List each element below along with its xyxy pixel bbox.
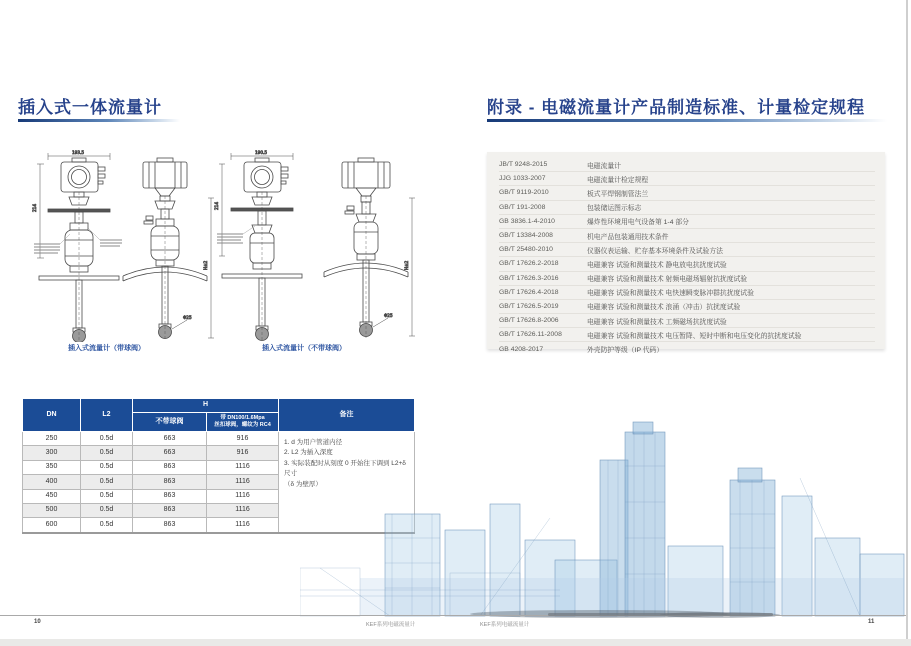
standard-row (499, 229, 875, 243)
standard-row (499, 328, 875, 342)
standard-code: GB/T 13384-2008 (499, 232, 553, 240)
table-row: 500 0.5d 863 1116 (23, 503, 415, 517)
standard-code: GB 3836.1-4-2010 (499, 217, 555, 225)
standard-row (499, 158, 875, 172)
standard-row (499, 243, 875, 257)
standard-name: 仪器仪表运输、贮存基本环境条件及试验方法 (587, 247, 723, 255)
standard-name: 电磁兼容 试验和测量技术 射频电磁场辐射抗扰度试验 (587, 276, 748, 284)
note-line: 3. 实际装配时从刻度 0 开始往下调到 L2+δ 尺寸 (284, 459, 406, 478)
standard-name: 电磁兼容 试验和测量技术 工频磁场抗扰度试验 (587, 318, 727, 326)
standard-code: JJG 1033-2007 (499, 175, 546, 183)
footer-rule-shadow (548, 613, 773, 616)
standard-name: 电磁兼容 试验和测量技术 电压暂降、短时中断和电压变化的抗扰度试验 (587, 332, 802, 340)
table-row: 400 0.5d 863 1116 (23, 475, 415, 489)
svg-text:Φ25: Φ25 (384, 313, 393, 318)
standards-panel (487, 152, 885, 355)
standard-name: 电磁流量计检定规程 (587, 176, 649, 184)
standard-name: 板式平焊钢制管法兰 (587, 190, 649, 198)
table-row: 450 0.5d 863 1116 (23, 489, 415, 503)
figure-front-with-valve (32, 148, 127, 342)
standard-name: 电磁兼容 试验和测量技术 电快速瞬变脉冲群抗扰度试验 (587, 290, 754, 298)
figure-side-no-valve (316, 148, 418, 342)
right-title-rule (487, 119, 887, 122)
standard-code: GB/T 17626.8-2006 (499, 317, 559, 325)
standard-name: 机电产品包装通用技术条件 (587, 233, 669, 241)
transmitter-head (61, 158, 105, 192)
caption-with-valve: 插入式流量计（带球阀） (68, 345, 145, 352)
standard-name: 电磁兼容 试验和测量技术 静电放电抗扰度试验 (587, 261, 727, 269)
right-running-footer: KEF系列电磁流量计 (480, 622, 530, 628)
standard-code: GB/T 25480-2010 (499, 246, 553, 254)
figure-side-with-valve (115, 148, 217, 342)
col-header-l2: L2 (81, 399, 133, 432)
standard-row (499, 215, 875, 229)
col-header-h: H (133, 399, 279, 413)
svg-text:Φ25: Φ25 (183, 315, 192, 320)
standard-row (499, 257, 875, 271)
city-skyline-sketch (300, 418, 908, 618)
standard-name: 爆炸性环境用电气设备第 1-4 部分 (587, 219, 689, 227)
col-header-h-sub2-line2: 丝扣球阀，螺纹为 RC4 (214, 421, 271, 428)
svg-text:H±2: H±2 (404, 260, 409, 270)
standard-name: 包装储运图示标志 (587, 205, 642, 213)
standard-row (499, 201, 875, 215)
dimension-lines (37, 153, 110, 258)
caption-no-valve: 插入式流量计（不带球阀） (262, 345, 346, 352)
standard-row (499, 172, 875, 186)
page-edge-right (906, 0, 908, 640)
standard-code: GB/T 17626.3-2016 (499, 274, 559, 282)
standard-name: 电磁兼容 试验和测量技术 浪涌（冲击）抗扰度试验 (587, 304, 741, 312)
svg-text:190.5: 190.5 (255, 150, 267, 155)
svg-text:214: 214 (214, 202, 219, 210)
transmitter-head (244, 158, 288, 192)
left-page-title: 插入式一体流量计 (18, 98, 162, 117)
col-header-notes: 备注 (279, 399, 415, 432)
standard-code: GB/T 9119-2010 (499, 189, 549, 197)
standard-row (499, 314, 875, 328)
table-row: 350 0.5d 863 1116 (23, 460, 415, 474)
standard-row (499, 286, 875, 300)
standard-code: GB/T 17626.11-2008 (499, 331, 562, 339)
svg-text:193.5: 193.5 (72, 150, 84, 155)
standard-name: 电磁流量计 (587, 162, 621, 170)
col-header-h-sub2 (207, 412, 279, 431)
standard-row (499, 342, 875, 355)
svg-text:H±2: H±2 (203, 260, 208, 270)
page-number-left: 10 (34, 619, 41, 625)
note-line: 2. L2 为插入深度 (284, 449, 333, 457)
standard-row (499, 272, 875, 286)
left-title-rule (18, 119, 180, 122)
left-running-footer: KEF系列电磁流量计 (366, 622, 416, 628)
figure-front-no-valve (213, 148, 313, 342)
transmitter-head (143, 158, 187, 196)
table-row: 600 0.5d 863 1116 (23, 518, 415, 533)
col-header-h-sub1: 不带球阀 (133, 412, 207, 431)
page-number-right: 11 (868, 619, 875, 625)
standard-code: GB 4208-2017 (499, 345, 544, 353)
standard-code: GB/T 17626.5-2019 (499, 302, 559, 310)
note-line: 1. d 为用户管道内径 (284, 439, 343, 447)
page-edge-bottom (0, 639, 911, 646)
standard-code: GB/T 191-2008 (499, 203, 546, 211)
col-header-h-sub2-line1: 带 DN100/1.6Mpa (220, 414, 265, 421)
col-header-dn: DN (23, 399, 81, 432)
standard-code: GB/T 17626.2-2018 (499, 260, 559, 268)
table-row: 250 0.5d 663 916 1. d 为用户管道内径 2. L2 为插入深度 3. 实际装配时从刻度 0 开始往下调到 L2+δ 尺寸 （δ 为壁厚） (23, 432, 415, 446)
transmitter-head (342, 158, 390, 196)
annotation-note (34, 228, 122, 253)
dimension-lines (219, 153, 293, 256)
annotation-note (217, 226, 255, 243)
standard-name: 外壳防护等级（IP 代码） (587, 347, 664, 355)
standard-row (499, 300, 875, 314)
note-line: （δ 为壁厚） (284, 480, 322, 488)
table-row: 300 0.5d 663 916 (23, 446, 415, 460)
right-page-title: 附录 - 电磁流量计产品制造标准、计量检定规程 (487, 98, 866, 117)
standard-code: GB/T 17626.4-2018 (499, 288, 559, 296)
standard-code: JB/T 9248-2015 (499, 161, 548, 169)
standard-row (499, 186, 875, 200)
svg-text:214: 214 (32, 204, 37, 212)
